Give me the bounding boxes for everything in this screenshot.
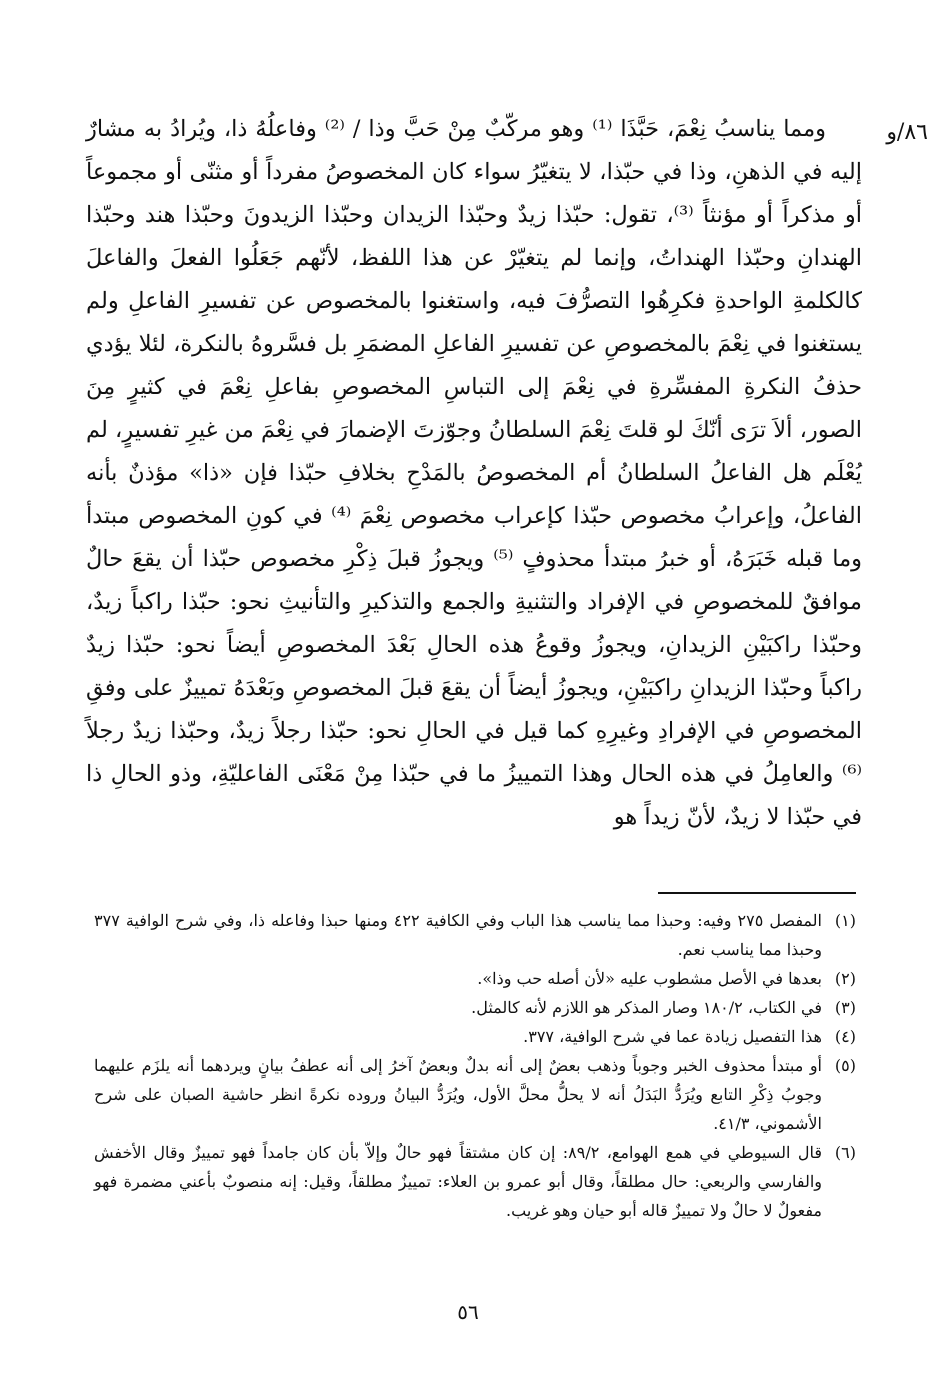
- footnote-text: بعدها في الأصل مشطوب عليه «لأن أصله حب وذا».: [477, 969, 822, 988]
- footnote-number: (٣): [834, 998, 856, 1017]
- footnote-number: (١): [834, 911, 856, 930]
- footnote-1: [94, 906, 856, 964]
- margin-folio-reference: ٨٦/و: [886, 120, 928, 145]
- body-paragraph: ومما يناسبُ نِعْمَ، حَبَّذَا ⁽¹⁾ وهو مركّبٌ مِنْ حَبَّ وذا / ⁽²⁾ وفاعلُهُ ذا، ويُرادُ به مشارٌ إليه في الذهنِ، وذا في حبّذا، لا يتغيّرُ سواء كان المخصوصُ مفرداً أو مثنّى أو مجموعاً أو مذكراً أو مؤنثاً ⁽³⁾، تقول: حبّذا زيدٌ وحبّذا الزيدان وحبّذا الزيدونَ وحبّذا هند وحبّذا الهندانِ وحبّذا الهنداتُ، وإنما لم يتغيّرْ عن هذا اللفظ، لأنّهم جَعَلُوا الفعلَ والفاعلَ كالكلمةِ الواحدةِ فكرِهُوا التصرُّفَ فيه، واستغنوا بالمخصوص عن تفسيرِ الفاعلِ ولم يستغنوا في نِعْمَ بالمخصوصِ عن تفسيرِ الفاعلِ المضمَرِ بل فسَّروهُ بالنكرة، لئلا يؤدي حذفُ النكرةِ المفسِّرةِ في نِعْمَ إلى التباسِ المخصوصِ بفاعلِ نِعْمَ في كثيرٍ مِنَ الصور، ألاَ ترَى أنّكَ لو قلتَ نِعْمَ السلطانُ وجوّزتَ الإضمارَ في نِعْمَ من غيرِ تفسيرٍ، لم يُعْلَم هل الفاعلُ السلطانُ أم المخصوصُ بالمَدْحِ بخلافِ حبّذا فإن «ذا» مؤذنٌ بأنه الفاعلُ، وإعرابُ مخصوص حبّذا كإعراب مخصوص نِعْمَ ⁽⁴⁾ في كونِ المخصوص مبتدأ وما قبله خَبَرَهُ، أو خبرُ مبتدأ محذوفٍ ⁽⁵⁾ ويجوزُ قبلَ ذِكْرِ مخصوص حبّذا أن يقعَ حالٌ موافقٌ للمخصوصِ في الإفراد والتثنيةِ والجمع والتذكيرِ والتأنيثِ نحو: حبّذا راكباً زيدٌ، وحبّذا راكبَيْنِ الزيدانِ، ويجوزُ وقوعُ هذه الحالِ بَعْدَ المخصوصِ أيضاً نحو: حبّذا زيدٌ راكباً وحبّذا الزيدانِ راكبَيْنِ، ويجوزُ أيضاً أن يقعَ قبلَ المخصوصِ وبَعْدَهُ تمييزٌ على وفقِ المخصوصِ في الإفرادِ وغيرِهِ كما قيل في الحالِ نحو: حبّذا رجلاً زيدٌ، وحبّذا زيدٌ رجلاً ⁽⁶⁾ والعامِلُ في هذه الحال وهذا التمييزُ ما في حبّذا مِنْ مَعْنَى الفاعليّةِ، وذو الحالِ ذا في حبّذا لا زيدٌ، لأنّ زيداً هو: [86, 116, 863, 830]
- footnote-2: [94, 964, 856, 993]
- footnote-number: (٦): [834, 1143, 856, 1162]
- main-text-block: [86, 108, 862, 839]
- footnote-text: أو مبتدأ محذوف الخبر وجوباً وذهب بعضٌ إلى أنه بدلٌ وبعضٌ آخرُ إلى أنه عطفُ بيانٍ ويردهما أنه يلزَم عليهما وجوبُ ذِكْرِ التابع ويُرَدُّ البَدَلُ أنه لا يحلُّ محلَّ الأول، ويُرَدُّ البيانُ وروده نكرةً انظر حاشية الصبان على شرح الأشموني، ٤١/٣.: [94, 1056, 822, 1133]
- page-number: ٥٦: [457, 1300, 479, 1324]
- footnote-4: [94, 1022, 856, 1051]
- footnote-number: (٥): [834, 1056, 856, 1075]
- footnote-5: [94, 1051, 856, 1138]
- footnote-3: [94, 993, 856, 1022]
- footnote-separator: [658, 892, 856, 894]
- footnote-number: (٤): [834, 1027, 856, 1046]
- footnote-text: قال السيوطي في همع الهوامع، ٨٩/٢: إن كان مشتقاً فهو حالٌ وإلاّ بأن كان جامداً فهو تمييزٌ وقال الأخفش والفارسي والربعي: حال مطلقاً، وقال أبو عمرو بن العلاء: تمييزٌ مطلقاً، وقيل: إنه منصوبٌ بأعني مضمرة فهو مفعولٌ لا حالٌ ولا تمييزٌ قاله أبو حيان وهو غريب.: [94, 1143, 822, 1220]
- footnote-6: [94, 1138, 856, 1225]
- footnote-text: هذا التفصيل زيادة عما في شرح الوافية، ٣٧٧.: [523, 1027, 822, 1046]
- footnotes-section: [94, 906, 856, 1225]
- footnote-text: المفصل ٢٧٥ وفيه: وحبذا مما يناسب هذا الباب وفي الكافية ٤٢٢ ومنها حبذا وفاعله ذا، وفي شرح الوافية ٣٧٧ وحبذا مما يناسب نعم.: [94, 911, 822, 959]
- footnote-text: في الكتاب، ١٨٠/٢ وصار المذكر هو اللازم لأنه كالمثل.: [471, 998, 822, 1017]
- footnote-number: (٢): [834, 969, 856, 988]
